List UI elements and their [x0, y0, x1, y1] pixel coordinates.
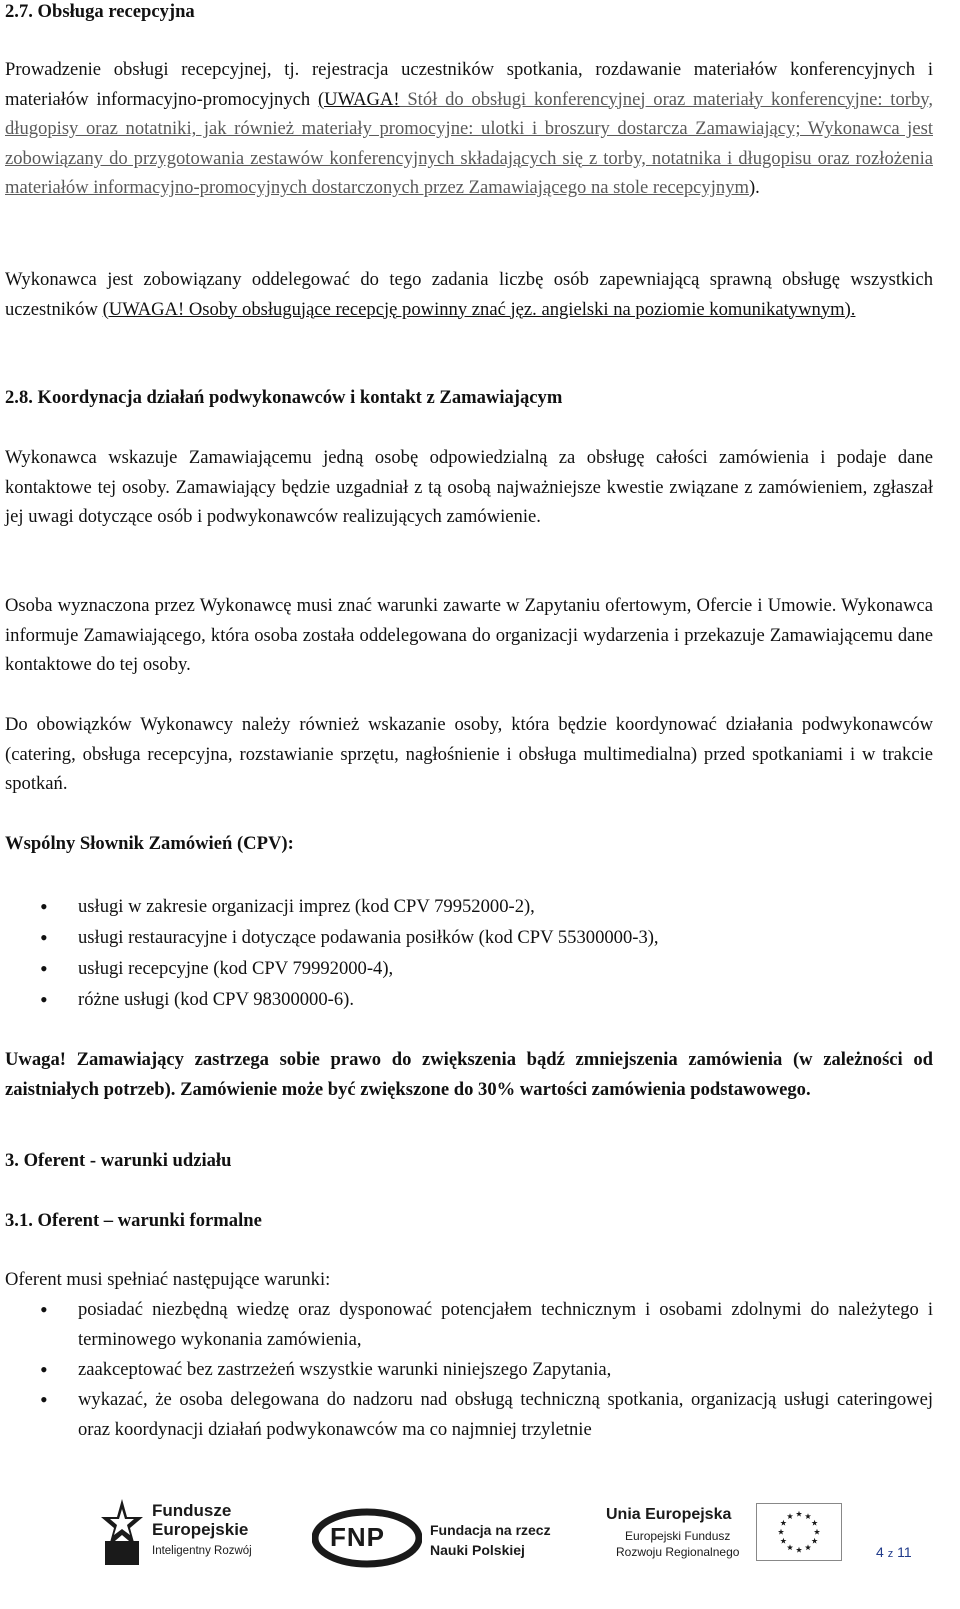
eu-flag-icon [756, 1503, 842, 1561]
fnp-logo [312, 1508, 572, 1568]
heading-number: 2.8. [5, 387, 38, 408]
ue-line2: Europejski Fundusz [625, 1529, 731, 1543]
footer-logos [0, 1490, 960, 1609]
cpv-heading: Wspólny Słownik Zamówień (CPV): [5, 833, 294, 854]
list-item: • usługi recepcyjne (kod CPV 79992000-4), [40, 953, 933, 984]
list-item: • różne usługi (kod CPV 98300000-6). [40, 984, 933, 1015]
conditions-intro: Oferent musi spełniać następujące warunki: [5, 1269, 331, 1290]
note-label: (UWAGA! [317, 88, 400, 110]
heading-text: Koordynacja działań podwykonawców i kontakt z Zamawiającym [37, 387, 563, 408]
paragraph-subcontractors: Do obowiązków Wykonawcy należy również wskazanie osoby, która będzie koordynować działania podwykonawców (catering, obsługa recepcyjna, rozstawianie sprzętu, nagłośnienie i obsługa multimedialna) przed spotkaniami i w trakcie spotkań. [5, 714, 933, 795]
fundusze-europejskie-logo [100, 1495, 280, 1575]
section-heading-2-8 [5, 383, 933, 413]
list-item: • zaakceptować bez zastrzeżeń wszystkie warunki niniejszego Zapytania, [40, 1355, 933, 1385]
fe-star-icon [100, 1497, 144, 1567]
paragraph-reception [5, 55, 933, 203]
list-item: • usługi w zakresie organizacji imprez (kod CPV 79952000-2), [40, 891, 933, 922]
fnp-mark-text: FNP [330, 1522, 385, 1552]
list-item: • posiadać niezbędną wiedzę oraz dysponować potencjałem technicznym i osobami zdolnymi do należytego i terminowego wykonania zamówienia, [40, 1295, 933, 1355]
cpv-list [40, 891, 933, 1015]
page-separator: z [887, 1548, 894, 1560]
page-total: 11 [897, 1544, 912, 1560]
ue-line1: Unia Europejska [606, 1506, 732, 1523]
section-heading-2-7: 2.7. Obsługa recepcyjna [5, 1, 195, 22]
list-item: • usługi restauracyjne i dotyczące podawania posiłków (kod CPV 55300000-3), [40, 922, 933, 953]
unia-europejska-logo [606, 1505, 856, 1575]
paragraph-coordinator: Wykonawca wskazuje Zamawiającemu jedną osobę odpowiedzialną za obsługę całości zamówienia i podaje dane kontaktowe tej osoby. Zamawiający będzie uzgadniał z tą osobą najważniejsze kwestie związane z zamówieniem, zgłaszał jej uwagi dotyczące osób i podwykonawców realizujących zamówienie. [5, 447, 933, 528]
page-number [876, 1544, 912, 1560]
section-heading-3: 3. Oferent - warunki udziału [5, 1150, 232, 1171]
fe-line3: Inteligentny Rozwój [152, 1545, 252, 1557]
paragraph-text: Wykonawca jest zobowiązany oddelegować do tego zadania liczbę osób zapewniającą sprawną obsługę wszystkich uczestników [5, 269, 933, 320]
page-current: 4 [876, 1544, 884, 1560]
ue-line3: Rozwoju Regionalnego [616, 1545, 740, 1559]
paragraph-coordinator-knowledge: Osoba wyznaczona przez Wykonawcę musi znać warunki zawarte w Zapytaniu ofertowym, Ofercie i Umowie. Wykonawca informuje Zamawiającego, która osoba została oddelegowana do organizacji wydarzenia i przekazuje Zamawiającemu dane kontaktowe do tej osoby. [5, 595, 933, 676]
fnp-line2: Nauki Polskiej [430, 1542, 525, 1558]
fe-line1: Fundusze [152, 1501, 232, 1520]
fe-line2: Europejskie [152, 1520, 249, 1539]
note-text: (UWAGA! Osoby obsługujące recepcję powinny znać jęz. angielski na poziomie komunikatywnym). [102, 298, 856, 320]
conditions-list [40, 1295, 933, 1445]
list-item: • wykazać, że osoba delegowana do nadzoru nad obsługą techniczną spotkania, organizacją usługi cateringowej oraz koordynacji działań podwykonawców ma co najmniej trzyletnie [40, 1385, 933, 1445]
section-heading-3-1: 3.1. Oferent – warunki formalne [5, 1210, 262, 1231]
note-close: ). [748, 177, 760, 199]
fnp-line1: Fundacja na rzecz [430, 1522, 551, 1538]
paragraph-staff [5, 265, 933, 324]
warning-paragraph: Uwaga! Zamawiający zastrzega sobie prawo do zwiększenia bądź zmniejszenia zamówienia (w zależności od zaistniałych potrzeb). Zamówienie może być zwiększone do 30% wartości zamówienia podstawowego. [5, 1049, 933, 1100]
note-text: Stół do obsługi konferencyjnej oraz materiały konferencyjne: torby, długopisy oraz notatniki, jak również materiały promocyjne: ulotki i broszury dostarcza Zamawiający; Wykonawca jest zobowiązany do przygotowania zestawów konferencyjnych składających się z torby, notatnika i długopisu oraz rozłożenia materiałów informacyjno-promocyjnych dostarczonych przez Zamawiającego na stole recepcyjnym [5, 88, 934, 199]
paragraph-text: Prowadzenie obsługi recepcyjnej, tj. rejestracja uczestników spotkania, rozdawanie materiałów konferencyjnych i materiałów informacyjno-promocyjnych [5, 59, 933, 110]
